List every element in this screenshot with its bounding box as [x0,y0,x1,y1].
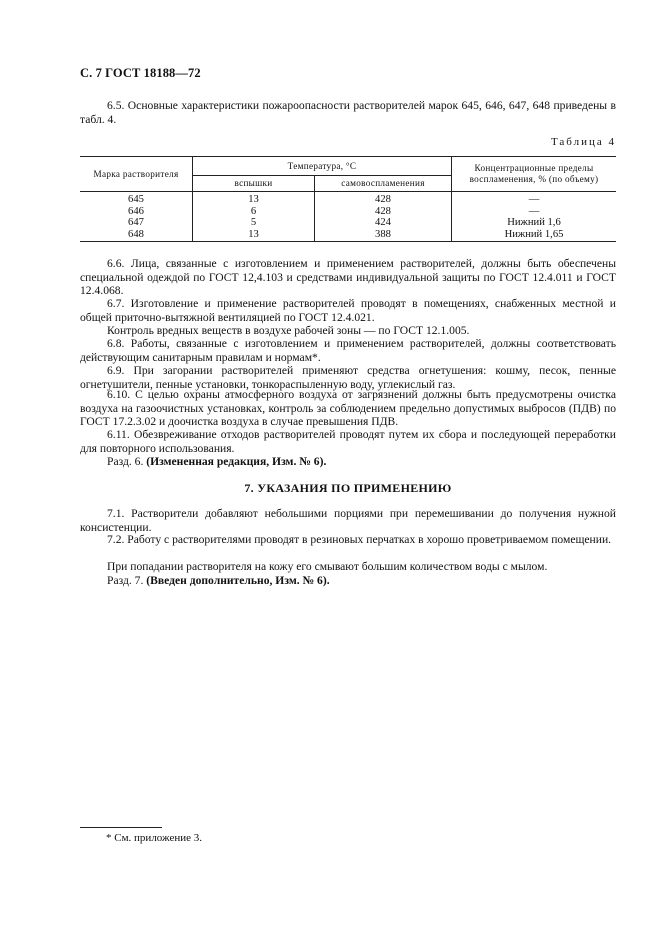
cell-self-ignition: 428 [315,192,452,206]
table-row [80,206,616,218]
cell-flash: 5 [193,217,315,229]
paragraph-6-8: 6.8. Работы, связанные с изготовлением и применением растворителей, должны соответствовать действующим санитарным правилам и нормам*. [80,337,616,364]
paragraph-6-6: 6.6. Лица, связанные с изготовлением и применением растворителей, должны быть обеспечены специальной одеждой по ГОСТ 12,4.103 и средствами индивидуальной защиты по ГОСТ 12.4.011 и ГОСТ 12.4.068. [80,257,616,298]
cell-mark: 648 [80,229,193,242]
header-flash: вспышки [193,176,315,192]
cell-flash: 13 [193,192,315,206]
footnote: * См. приложение 3. [106,832,203,844]
section-7-note [80,574,616,588]
header-mark: Марка растворителя [80,157,193,192]
paragraph-6-5: 6.5. Основные характеристики пожароопасности растворителей марок 645, 646, 647, 648 приведены в табл. 4. [80,99,616,126]
section-7-prefix: Разд. 7. [107,574,144,587]
paragraph-6-9: 6.9. При загорании растворителей применяют средства огнетушения: кошму, песок, пенные огнетушители, пенные установки, тонкораспыленную воду, углекислый газ. [80,364,616,391]
section-6-amendment: (Измененная редакция, Изм. № 6). [146,455,327,468]
paragraph-7-2-skin: При попадании растворителя на кожу его смывают большим количеством воды с мылом. [107,560,548,573]
cell-flash: 6 [193,206,315,218]
section-6-note [80,455,616,469]
table-row [80,217,616,229]
cell-concentration: — [528,205,540,217]
paragraph-6-7: 6.7. Изготовление и применение растворителей проводят в помещениях, снабженных местной и общей приточно-вытяжной вентиляцией по ГОСТ 12.4.021. [80,297,616,324]
paragraph-7-2: 7.2. Работу с растворителями проводят в резиновых перчатках в хорошо проветриваемом помещении. [107,533,612,546]
cell-mark: 645 [80,192,193,206]
page-header: С. 7 ГОСТ 18188—72 [80,66,201,80]
section-7-amendment: (Введен дополнительно, Изм. № 6). [146,574,330,587]
cell-mark: 646 [80,206,193,218]
header-self-ignition: самовоспламенения [315,176,452,192]
paragraph-6-10: 6.10. С целью охраны атмосферного воздуха от загрязнений должны быть предусмотрены очистка воздуха на газоочистных установках, контроль за соблюдением предельно допустимых выбросов (ПДВ) по ГОСТ 17.2.3.02 и доочистка воздуха в случае превышения ПДВ. [80,388,616,429]
paragraph-7-1: 7.1. Растворители добавляют небольшими порциями при перемешивании до получения нужной консистенции. [80,507,616,534]
table-row [80,229,616,242]
table-4 [80,156,616,242]
cell-self-ignition: 424 [315,217,452,229]
header-temperature: Температура, °С [193,157,452,176]
cell-concentration: Нижний 1,65 [452,229,617,242]
cell-self-ignition: 388 [315,229,452,242]
paragraph-6-7-control: Контроль вредных веществ в воздухе рабочей зоны — по ГОСТ 12.1.005. [107,324,470,337]
cell-flash: 13 [193,229,315,242]
cell-concentration: — [528,194,540,205]
table-label: Таблица 4 [550,136,616,148]
paragraph-6-11: 6.11. Обезвреживание отходов растворителей проводят путем их сбора и последующей переработки для повторного использования. [80,428,616,455]
cell-self-ignition: 428 [315,206,452,218]
section-6-prefix: Разд. 6. [107,455,144,468]
footnote-rule [80,827,162,828]
table-row [80,192,616,206]
cell-concentration: Нижний 1,6 [507,217,561,228]
cell-mark: 647 [80,217,193,229]
section-7-title: 7. УКАЗАНИЯ ПО ПРИМЕНЕНИЮ [244,481,452,495]
header-concentration: Концентрационные пределы воспламенения, % (по объему) [452,157,617,192]
